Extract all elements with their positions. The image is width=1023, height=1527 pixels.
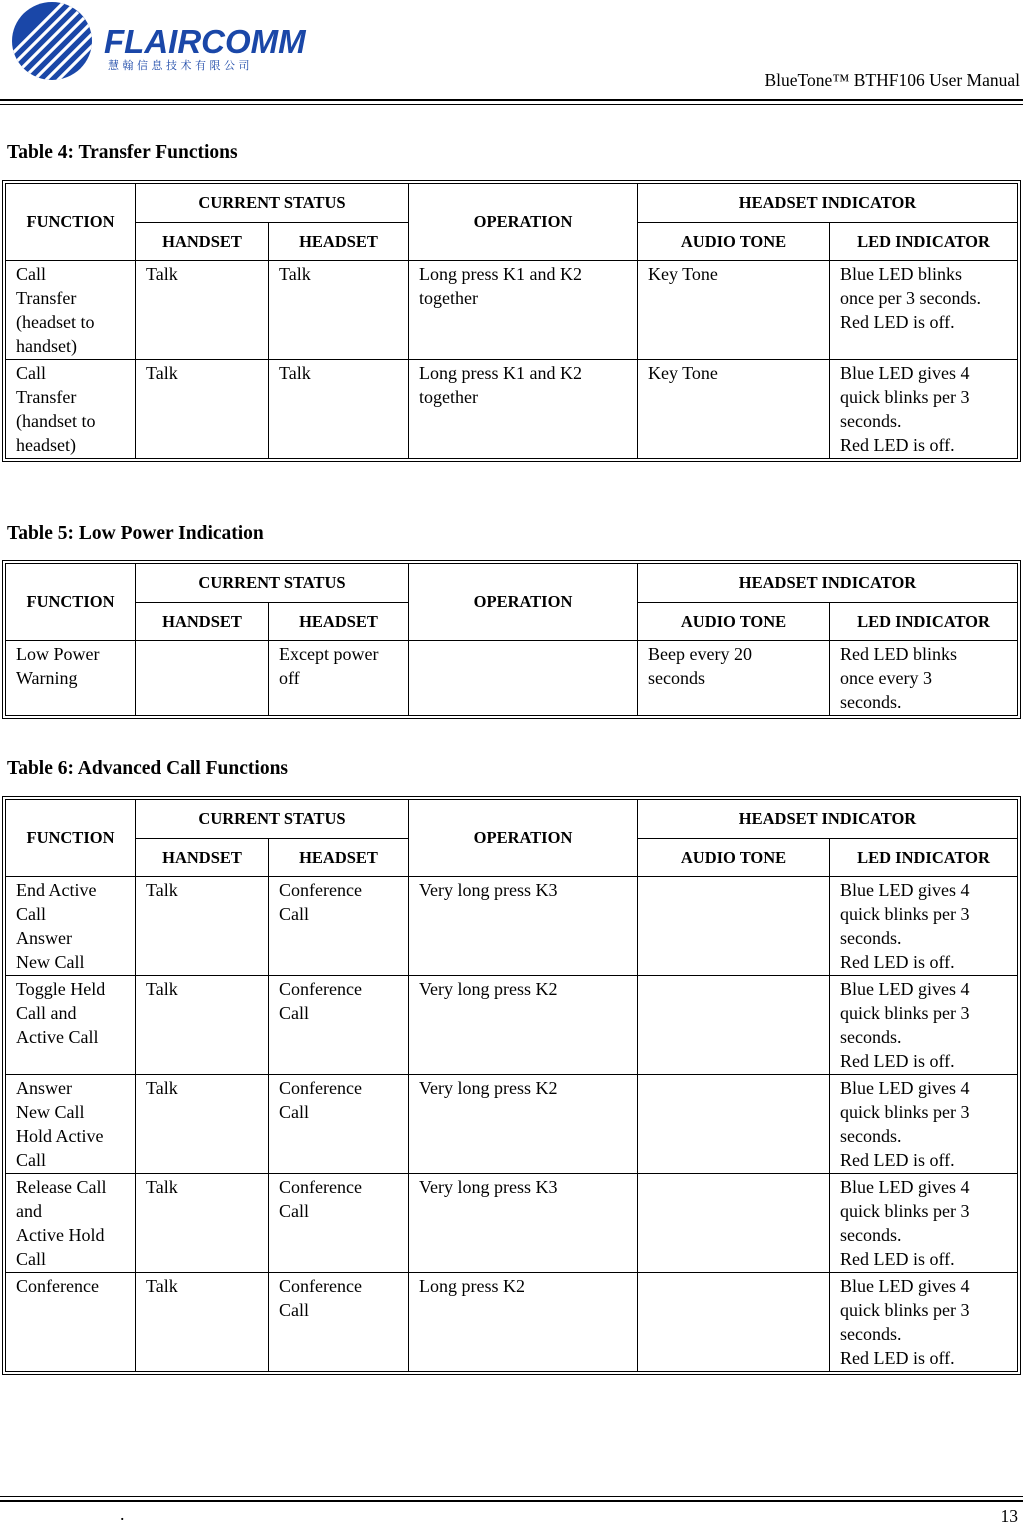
cell-line: Very long press K2 [419, 1078, 558, 1098]
col-operation: OPERATION [409, 800, 638, 877]
cell-headset [269, 360, 409, 459]
cell-line: End Active [16, 880, 97, 900]
col-audio-tone: AUDIO TONE [638, 603, 830, 641]
cell-line: Red LED is off. [840, 1249, 955, 1269]
table-row [6, 976, 1018, 1075]
cell-line: Conference [279, 979, 362, 999]
cell-handset [136, 641, 269, 716]
table-row [6, 261, 1018, 360]
col-function: FUNCTION [6, 184, 136, 261]
cell-operation [409, 1075, 638, 1174]
cell-audio-tone [638, 1174, 830, 1273]
col-led-indicator: LED INDICATOR [830, 839, 1018, 877]
cell-headset [269, 976, 409, 1075]
cell-line: Call [279, 904, 309, 924]
cell-line: Active Hold [16, 1225, 105, 1245]
cell-audio-tone [638, 641, 830, 716]
header-rule [0, 99, 1023, 101]
col-led-indicator: LED INDICATOR [830, 603, 1018, 641]
cell-line: Talk [146, 363, 178, 383]
cell-line: seconds. [840, 692, 902, 712]
cell-audio-tone [638, 976, 830, 1075]
cell-line: seconds. [840, 1126, 902, 1146]
cell-headset [269, 1075, 409, 1174]
cell-line: Beep every 20 [648, 644, 752, 664]
cell-line: Answer [16, 928, 72, 948]
cell-line: once per 3 seconds. [840, 288, 981, 308]
cell-line: New Call [16, 1102, 85, 1122]
cell-line: together [419, 288, 478, 308]
cell-line: Hold Active [16, 1126, 104, 1146]
cell-headset [269, 641, 409, 716]
cell-line: Call [279, 1201, 309, 1221]
table-5 [2, 560, 1021, 719]
cell-headset [269, 261, 409, 360]
cell-line: Conference [279, 1078, 362, 1098]
col-audio-tone: AUDIO TONE [638, 223, 830, 261]
cell-handset [136, 877, 269, 976]
cell-handset [136, 1174, 269, 1273]
col-handset: HANDSET [136, 603, 269, 641]
cell-line: Call [16, 1249, 46, 1269]
cell-line: Blue LED gives 4 [840, 1078, 970, 1098]
cell-line: Very long press K2 [419, 979, 558, 999]
cell-line: Blue LED blinks [840, 264, 963, 284]
table-4-caption: Table 4: Transfer Functions [7, 142, 238, 163]
cell-operation [409, 641, 638, 716]
table-row [6, 641, 1018, 716]
cell-line: Conference [16, 1276, 99, 1296]
cell-line: Talk [279, 363, 311, 383]
cell-line: Red LED is off. [840, 952, 955, 972]
cell-line: Transfer [16, 387, 77, 407]
cell-line: Release Call [16, 1177, 107, 1197]
col-audio-tone: AUDIO TONE [638, 839, 830, 877]
cell-line: seconds. [840, 411, 902, 431]
cell-headset [269, 1174, 409, 1273]
cell-line: Toggle Held [16, 979, 106, 999]
col-current-status: CURRENT STATUS [136, 184, 409, 223]
cell-line: Active Call [16, 1027, 99, 1047]
cell-line: (headset to [16, 312, 95, 332]
cell-audio-tone [638, 1273, 830, 1372]
cell-handset [136, 261, 269, 360]
cell-function [6, 877, 136, 976]
cell-line: quick blinks per 3 [840, 1102, 970, 1122]
footer-dot: . [120, 1504, 125, 1524]
cell-line: New Call [16, 952, 85, 972]
cell-line: Blue LED gives 4 [840, 363, 970, 383]
cell-line: Talk [146, 1276, 178, 1296]
cell-operation [409, 976, 638, 1075]
table-row [6, 1075, 1018, 1174]
cell-function [6, 976, 136, 1075]
manual-title: BlueTone™ BTHF106 User Manual [764, 70, 1020, 90]
table-6-caption: Table 6: Advanced Call Functions [7, 758, 288, 779]
cell-line: Blue LED gives 4 [840, 1276, 970, 1296]
page-number: 13 [1000, 1506, 1018, 1526]
col-current-status: CURRENT STATUS [136, 800, 409, 839]
logo-brand-cn: 慧 翰 信 息 技 术 有 限 公 司 [108, 59, 250, 72]
cell-line: Long press K1 and K2 [419, 363, 582, 383]
cell-line: seconds [648, 668, 706, 688]
cell-line: Call [16, 904, 46, 924]
col-headset-indicator: HEADSET INDICATOR [638, 800, 1018, 839]
cell-line: quick blinks per 3 [840, 1300, 970, 1320]
cell-line: Call [279, 1300, 309, 1320]
cell-line: Red LED is off. [840, 435, 955, 455]
col-headset: HEADSET [269, 839, 409, 877]
col-handset: HANDSET [136, 223, 269, 261]
col-headset: HEADSET [269, 223, 409, 261]
cell-operation [409, 261, 638, 360]
company-logo [6, 0, 316, 86]
cell-line: quick blinks per 3 [840, 1003, 970, 1023]
cell-line: Transfer [16, 288, 77, 308]
cell-line: quick blinks per 3 [840, 387, 970, 407]
table-5-caption: Table 5: Low Power Indication [7, 523, 264, 544]
cell-operation [409, 1174, 638, 1273]
cell-function [6, 261, 136, 360]
cell-line: Talk [146, 1078, 178, 1098]
cell-led [830, 641, 1018, 716]
table-6 [2, 796, 1021, 1375]
cell-line: Talk [146, 880, 178, 900]
cell-line: Talk [146, 979, 178, 999]
cell-line: Long press K2 [419, 1276, 526, 1296]
cell-operation [409, 360, 638, 459]
cell-function [6, 360, 136, 459]
cell-line: Talk [146, 264, 178, 284]
col-operation: OPERATION [409, 564, 638, 641]
cell-line: seconds. [840, 1324, 902, 1344]
cell-line: Key Tone [648, 264, 718, 284]
cell-line: Conference [279, 1276, 362, 1296]
footer-rule-thin [0, 1496, 1023, 1497]
cell-led [830, 877, 1018, 976]
cell-line: Long press K1 and K2 [419, 264, 582, 284]
col-headset-indicator: HEADSET INDICATOR [638, 564, 1018, 603]
cell-led [830, 1075, 1018, 1174]
cell-line: and [16, 1201, 42, 1221]
cell-line: quick blinks per 3 [840, 904, 970, 924]
cell-audio-tone [638, 360, 830, 459]
cell-led [830, 1273, 1018, 1372]
col-current-status: CURRENT STATUS [136, 564, 409, 603]
cell-led [830, 976, 1018, 1075]
cell-line: Blue LED gives 4 [840, 1177, 970, 1197]
cell-line: (handset to [16, 411, 96, 431]
cell-line: Call [279, 1102, 309, 1122]
table-row [6, 1273, 1018, 1372]
cell-line: Answer [16, 1078, 72, 1098]
table-4 [2, 180, 1021, 462]
table-row [6, 360, 1018, 459]
cell-line: Red LED is off. [840, 1150, 955, 1170]
table-row [6, 1174, 1018, 1273]
cell-led [830, 261, 1018, 360]
logo-brand-text: FLAIRCOMM [104, 23, 306, 60]
cell-line: Call [279, 1003, 309, 1023]
cell-handset [136, 360, 269, 459]
cell-operation [409, 1273, 638, 1372]
cell-line: Red LED is off. [840, 312, 955, 332]
cell-line: Talk [146, 1177, 178, 1197]
col-headset: HEADSET [269, 603, 409, 641]
cell-line: together [419, 387, 478, 407]
cell-led [830, 360, 1018, 459]
col-function: FUNCTION [6, 800, 136, 877]
cell-function [6, 1075, 136, 1174]
cell-line: Blue LED gives 4 [840, 979, 970, 999]
cell-line: Warning [16, 668, 78, 688]
cell-function [6, 1174, 136, 1273]
header-rule-thin [0, 104, 1023, 105]
cell-headset [269, 877, 409, 976]
cell-line: off [279, 668, 300, 688]
cell-line: Conference [279, 880, 362, 900]
cell-audio-tone [638, 877, 830, 976]
col-handset: HANDSET [136, 839, 269, 877]
cell-operation [409, 877, 638, 976]
cell-line: Call and [16, 1003, 77, 1023]
cell-audio-tone [638, 1075, 830, 1174]
cell-line: seconds. [840, 928, 902, 948]
cell-line: once every 3 [840, 668, 932, 688]
cell-line: Except power [279, 644, 379, 664]
cell-line: handset) [16, 336, 77, 356]
cell-line: Low Power [16, 644, 100, 664]
cell-line: Call [16, 1150, 46, 1170]
col-headset-indicator: HEADSET INDICATOR [638, 184, 1018, 223]
cell-audio-tone [638, 261, 830, 360]
col-led-indicator: LED INDICATOR [830, 223, 1018, 261]
cell-line: Talk [279, 264, 311, 284]
cell-line: Conference [279, 1177, 362, 1197]
col-function: FUNCTION [6, 564, 136, 641]
col-operation: OPERATION [409, 184, 638, 261]
footer-rule [0, 1500, 1023, 1502]
cell-function [6, 641, 136, 716]
cell-line: Very long press K3 [419, 880, 558, 900]
cell-line: Call [16, 264, 46, 284]
cell-function [6, 1273, 136, 1372]
cell-headset [269, 1273, 409, 1372]
cell-line: Red LED blinks [840, 644, 958, 664]
cell-led [830, 1174, 1018, 1273]
cell-line: headset) [16, 435, 76, 455]
cell-line: Key Tone [648, 363, 718, 383]
cell-line: seconds. [840, 1027, 902, 1047]
cell-line: quick blinks per 3 [840, 1201, 970, 1221]
cell-handset [136, 976, 269, 1075]
cell-line: Red LED is off. [840, 1051, 955, 1071]
cell-line: Call [16, 363, 46, 383]
cell-line: seconds. [840, 1225, 902, 1245]
cell-line: Red LED is off. [840, 1348, 955, 1368]
cell-line: Very long press K3 [419, 1177, 558, 1197]
cell-handset [136, 1273, 269, 1372]
cell-handset [136, 1075, 269, 1174]
cell-line: Blue LED gives 4 [840, 880, 970, 900]
table-row [6, 877, 1018, 976]
